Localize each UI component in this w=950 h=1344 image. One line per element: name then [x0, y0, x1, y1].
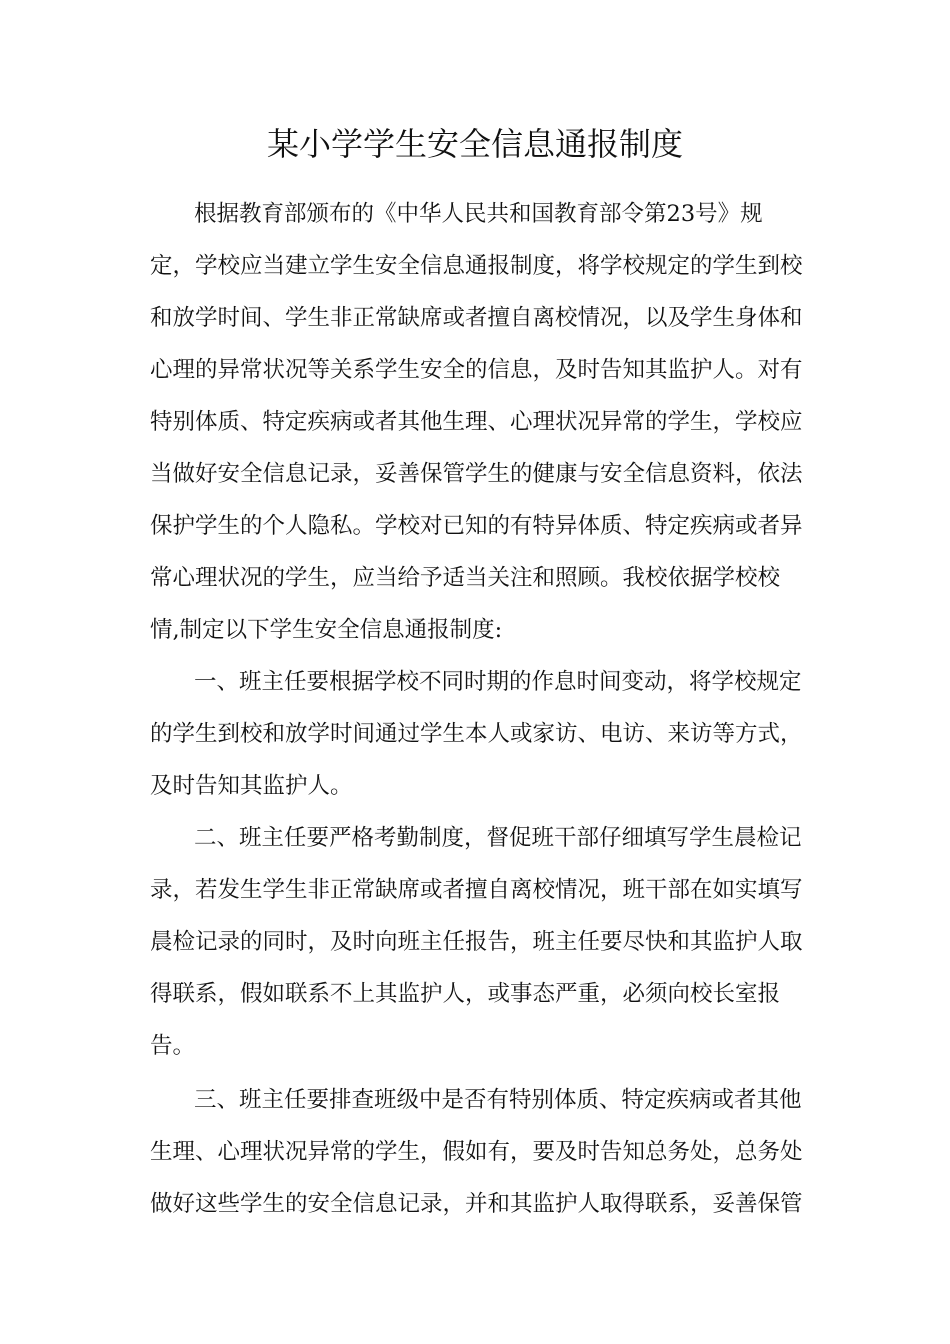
paragraph-line: 心理的异常状况等关系学生安全的信息，及时告知其监护人。对有: [150, 357, 803, 383]
paragraph-line: 定，学校应当建立学生安全信息通报制度，将学校规定的学生到校: [150, 253, 803, 279]
paragraph-line: 特别体质、特定疾病或者其他生理、心理状况异常的学生，学校应: [150, 409, 803, 435]
document-title: 某小学学生安全信息通报制度: [266, 125, 683, 163]
paragraph-line: 做好这些学生的安全信息记录，并和其监护人取得联系，妥善保管: [150, 1191, 803, 1217]
paragraph-line: 三、班主任要排查班级中是否有特别体质、特定疾病或者其他: [194, 1087, 802, 1113]
paragraph-line: 及时告知其监护人。: [150, 773, 353, 799]
paragraph-line: 根据教育部颁布的《中华人民共和国教育部令第23号》规: [194, 201, 763, 227]
paragraph-line: 录，若发生学生非正常缺席或者擅自离校情况，班干部在如实填写: [150, 877, 803, 903]
paragraph-line: 二、班主任要严格考勤制度，督促班干部仔细填写学生晨检记: [194, 825, 802, 851]
paragraph-line: 常心理状况的学生，应当给予适当关注和照顾。我校依据学校校: [150, 565, 781, 591]
paragraph-line: 的学生到校和放学时间通过学生本人或家访、电访、来访等方式，: [150, 721, 803, 747]
paragraph-line: 保护学生的个人隐私。学校对已知的有特异体质、特定疾病或者异: [150, 513, 803, 539]
paragraph-line: 晨检记录的同时，及时向班主任报告，班主任要尽快和其监护人取: [150, 929, 803, 955]
paragraph-line: 得联系，假如联系不上其监护人，或事态严重，必须向校长室报: [150, 981, 781, 1007]
paragraph-line: 告。: [150, 1033, 196, 1059]
paragraph-line: 当做好安全信息记录，妥善保管学生的健康与安全信息资料，依法: [150, 461, 803, 487]
paragraph-line: 一、班主任要根据学校不同时期的作息时间变动，将学校规定: [194, 669, 802, 695]
paragraph-line: 生理、心理状况异常的学生，假如有，要及时告知总务处，总务处: [150, 1139, 803, 1165]
paragraph-line: 和放学时间、学生非正常缺席或者擅自离校情况，以及学生身体和: [150, 305, 803, 331]
paragraph-line: 情,制定以下学生安全信息通报制度:: [150, 617, 503, 643]
